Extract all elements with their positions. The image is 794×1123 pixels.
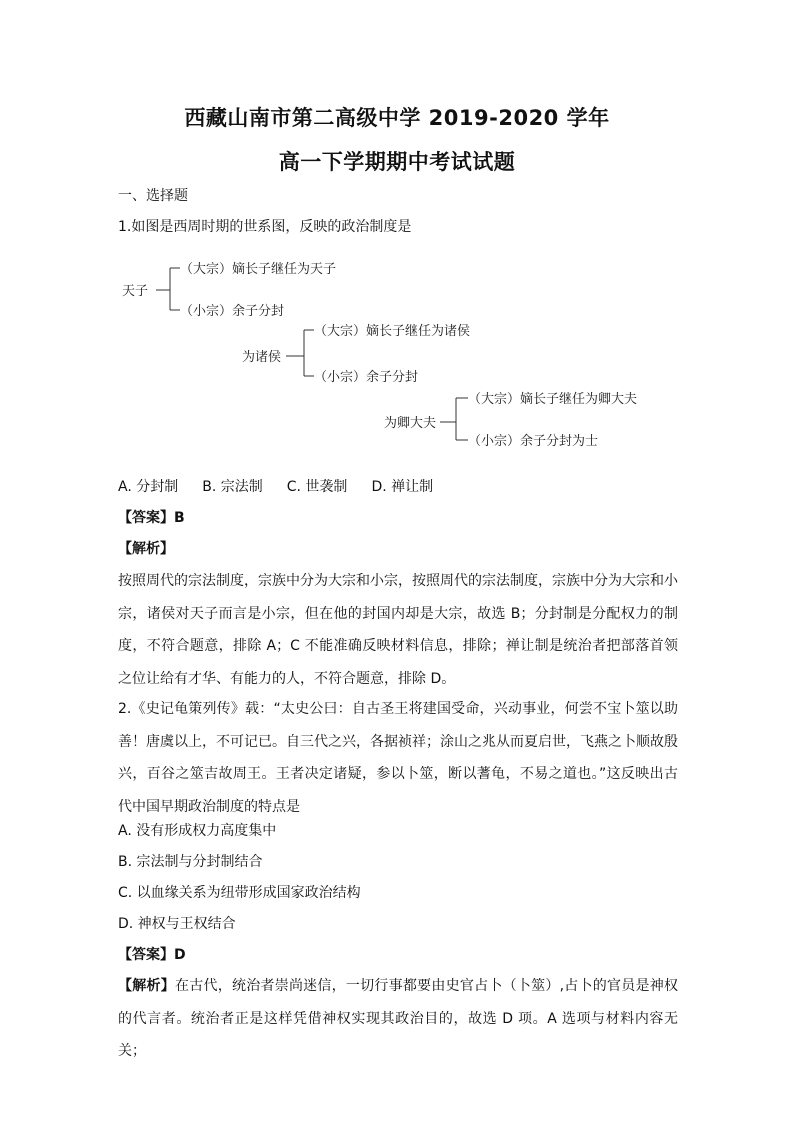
diagram-mid-big: （大宗）嫡长子继任为诸侯 [314, 324, 471, 339]
q2-analysis: 在古代，统治者崇尚迷信，一切行事都要由史官占卜（卜筮）,占卜的官员是神权的代言者。统治者正是这样凭借神权实现其政治目的，故选 D 项。A 选项与材料内容无关； [118, 978, 679, 1059]
q2-analysis-block [118, 970, 678, 1068]
q2-option-b[interactable]: B. 宗法制与分封制结合 [118, 854, 263, 870]
question-1-options [118, 476, 457, 496]
diagram-root: 天子 [122, 284, 149, 299]
diagram-mid-small: （小宗）余子分封 [314, 370, 419, 385]
title-line-2: 高一下学期期中考试试题 [278, 150, 516, 174]
diagram-root-big: （大宗）嫡长子继任为天子 [180, 262, 337, 277]
q2-analysis-label: 【解析】 [118, 978, 175, 994]
question-2-stem: 2.《史记龟策列传》载：“太史公曰：自古圣王将建国受命，兴动事业，何尝不宝卜筮以助善！唐虞以上，不可记已。自三代之兴，各据祯祥；涂山之兆从而夏启世，飞燕之卜顺故殷兴，百谷之筮吉故周王。王者决定诸疑，参以卜筮，断以蓍龟，不易之道也。”这反映出古代中国早期政治制度的特点是 [118, 701, 678, 815]
q1-option-b[interactable]: B. 宗法制 [202, 479, 263, 495]
q2-option-c[interactable]: C. 以血缘关系为纽带形成国家政治结构 [118, 885, 361, 901]
q2-option-a[interactable]: A. 没有形成权力高度集中 [118, 823, 277, 839]
q1-analysis: 按照周代的宗法制度，宗族中分为大宗和小宗，按照周代的宗法制度，宗族中分为大宗和小宗，诸侯对天子而言是小宗，但在他的封国内却是大宗，故选 B；分封制是分配权力的制度，不符合题意，排除 A；C 不能准确反映材料信息，排除；禅让制是统治者把部落首领之位让给有才华、有能力的人，不符合题意，排除 D。 [118, 573, 678, 687]
q2-option-d[interactable]: D. 神权与王权结合 [118, 916, 236, 932]
diagram-low-big: （大宗）嫡长子继任为卿大夫 [468, 392, 638, 407]
diagram-root-small: （小宗）余子分封 [180, 304, 285, 319]
q1-option-c[interactable]: C. 世袭制 [286, 479, 348, 495]
q1-option-d[interactable]: D. 禅让制 [371, 479, 434, 495]
q2-answer: 【答案】D [118, 947, 186, 963]
section-heading: 一、选择题 [118, 188, 188, 204]
title-line-1: 西藏山南市第二高级中学 2019-2020 学年 [184, 106, 610, 130]
lineage-diagram [118, 248, 678, 458]
diagram-mid: 为诸侯 [242, 350, 282, 365]
q1-analysis-label: 【解析】 [118, 541, 174, 557]
diagram-low-small: （小宗）余子分封为士 [468, 434, 599, 449]
q1-answer: 【答案】B [118, 510, 185, 526]
diagram-low: 为卿大夫 [384, 416, 437, 431]
question-1-stem: 1.如图是西周时期的世系图，反映的政治制度是 [118, 219, 412, 235]
q1-option-a[interactable]: A. 分封制 [118, 479, 179, 495]
